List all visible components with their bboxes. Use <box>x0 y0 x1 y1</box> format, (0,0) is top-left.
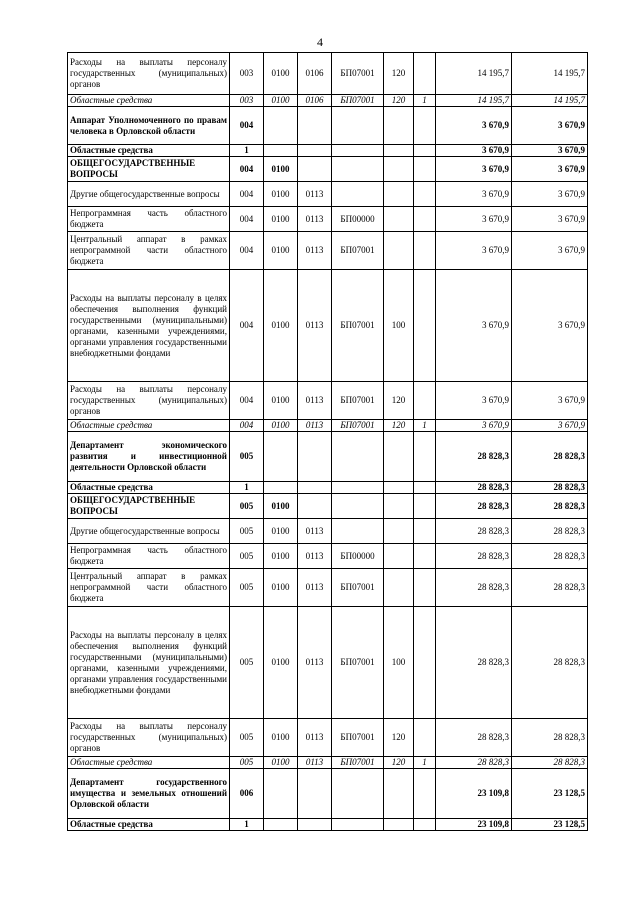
row-vr-cell: 120 <box>384 382 414 420</box>
row-amount-1-cell: 3 670,9 <box>436 270 512 382</box>
row-pr-cell <box>298 819 332 831</box>
row-gr-cell: 003 <box>230 53 264 95</box>
row-amount-2-cell: 28 828,3 <box>512 719 588 757</box>
row-pr-cell: 0113 <box>298 607 332 719</box>
row-amount-2-cell: 3 670,9 <box>512 420 588 432</box>
table-row <box>68 769 588 819</box>
row-pr-cell: 0113 <box>298 232 332 270</box>
row-amount-1-cell: 3 670,9 <box>436 420 512 432</box>
row-name-cell: Центральный аппарат в рамках непрограммной части областного бюджета <box>68 232 230 270</box>
page-number: 4 <box>317 35 323 49</box>
table-row <box>68 519 588 544</box>
row-csr-cell <box>332 145 384 157</box>
row-amount-2-cell: 28 828,3 <box>512 432 588 482</box>
row-vr-cell <box>384 482 414 494</box>
row-amount-2-cell: 28 828,3 <box>512 482 588 494</box>
row-csr-cell: БП07001 <box>332 270 384 382</box>
row-amount-1-cell: 28 828,3 <box>436 494 512 519</box>
row-gr-cell: 005 <box>230 432 264 482</box>
row-rz-cell: 0100 <box>264 494 298 519</box>
row-pr-cell: 0106 <box>298 53 332 95</box>
row-pr-cell: 0113 <box>298 420 332 432</box>
table-row <box>68 432 588 482</box>
row-csr-cell <box>332 157 384 182</box>
row-vr-cell: 100 <box>384 270 414 382</box>
row-rz-cell <box>264 819 298 831</box>
row-pr-cell: 0113 <box>298 569 332 607</box>
row-csr-cell <box>332 482 384 494</box>
row-vr-cell <box>384 107 414 145</box>
budget-table <box>67 52 588 831</box>
row-amount-1-cell: 28 828,3 <box>436 482 512 494</box>
row-source-cell <box>414 157 436 182</box>
row-gr-cell: 004 <box>230 207 264 232</box>
row-gr-cell: 005 <box>230 494 264 519</box>
row-source-cell <box>414 494 436 519</box>
row-gr-cell: 004 <box>230 182 264 207</box>
row-amount-2-cell: 3 670,9 <box>512 270 588 382</box>
table-row <box>68 157 588 182</box>
row-name-cell: ОБЩЕГОСУДАРСТВЕННЫЕ ВОПРОСЫ <box>68 494 230 519</box>
row-pr-cell: 0113 <box>298 182 332 207</box>
row-csr-cell: БП00000 <box>332 544 384 569</box>
row-rz-cell: 0100 <box>264 757 298 769</box>
row-rz-cell: 0100 <box>264 270 298 382</box>
row-amount-2-cell: 14 195,7 <box>512 53 588 95</box>
row-name-cell: Центральный аппарат в рамках непрограммной части областного бюджета <box>68 569 230 607</box>
row-name-cell: Непрограммная часть областного бюджета <box>68 544 230 569</box>
row-gr-cell: 003 <box>230 95 264 107</box>
row-vr-cell <box>384 544 414 569</box>
row-amount-1-cell: 14 195,7 <box>436 53 512 95</box>
table-row <box>68 53 588 95</box>
row-pr-cell <box>298 494 332 519</box>
row-amount-2-cell: 14 195,7 <box>512 95 588 107</box>
row-source-cell <box>414 107 436 145</box>
row-amount-2-cell: 28 828,3 <box>512 607 588 719</box>
row-source-cell <box>414 382 436 420</box>
row-rz-cell: 0100 <box>264 157 298 182</box>
row-csr-cell: БП07001 <box>332 719 384 757</box>
row-source-cell <box>414 53 436 95</box>
row-vr-cell <box>384 494 414 519</box>
row-name-cell: Расходы на выплаты персоналу в целях обеспечения выполнения функций государственными (муниципальными) органами, казенными учреждениями, органами управления государственными внебюджетными фондами <box>68 270 230 382</box>
row-vr-cell <box>384 207 414 232</box>
row-amount-2-cell: 28 828,3 <box>512 519 588 544</box>
row-pr-cell: 0113 <box>298 207 332 232</box>
table-row <box>68 482 588 494</box>
row-rz-cell: 0100 <box>264 719 298 757</box>
row-amount-2-cell: 28 828,3 <box>512 757 588 769</box>
row-source-cell <box>414 207 436 232</box>
row-vr-cell <box>384 819 414 831</box>
row-name-cell: Другие общегосударственные вопросы <box>68 182 230 207</box>
row-gr-cell: 1 <box>230 482 264 494</box>
table-row <box>68 544 588 569</box>
row-rz-cell: 0100 <box>264 544 298 569</box>
table-row <box>68 420 588 432</box>
row-rz-cell: 0100 <box>264 607 298 719</box>
row-amount-1-cell: 28 828,3 <box>436 544 512 569</box>
row-csr-cell <box>332 432 384 482</box>
row-csr-cell: БП07001 <box>332 607 384 719</box>
table-row <box>68 719 588 757</box>
row-vr-cell: 120 <box>384 420 414 432</box>
table-row <box>68 207 588 232</box>
row-vr-cell <box>384 769 414 819</box>
row-rz-cell <box>264 482 298 494</box>
row-rz-cell: 0100 <box>264 569 298 607</box>
row-rz-cell <box>264 107 298 145</box>
table-row <box>68 607 588 719</box>
row-name-cell: Областные средства <box>68 95 230 107</box>
row-source-cell <box>414 819 436 831</box>
row-source-cell <box>414 544 436 569</box>
row-amount-1-cell: 3 670,9 <box>436 107 512 145</box>
row-amount-2-cell: 23 128,5 <box>512 819 588 831</box>
row-pr-cell: 0113 <box>298 544 332 569</box>
row-csr-cell <box>332 107 384 145</box>
table-row <box>68 569 588 607</box>
budget-table-body <box>68 53 588 831</box>
row-csr-cell: БП07001 <box>332 420 384 432</box>
row-amount-1-cell: 28 828,3 <box>436 569 512 607</box>
row-name-cell: Другие общегосударственные вопросы <box>68 519 230 544</box>
row-csr-cell <box>332 769 384 819</box>
row-pr-cell: 0106 <box>298 95 332 107</box>
row-rz-cell: 0100 <box>264 420 298 432</box>
row-rz-cell: 0100 <box>264 182 298 207</box>
row-amount-2-cell: 3 670,9 <box>512 207 588 232</box>
row-gr-cell: 004 <box>230 157 264 182</box>
row-rz-cell <box>264 432 298 482</box>
row-csr-cell: БП07001 <box>332 569 384 607</box>
row-csr-cell <box>332 519 384 544</box>
row-amount-1-cell: 23 109,8 <box>436 819 512 831</box>
row-pr-cell <box>298 157 332 182</box>
row-vr-cell <box>384 145 414 157</box>
row-gr-cell: 004 <box>230 232 264 270</box>
row-amount-2-cell: 28 828,3 <box>512 544 588 569</box>
row-rz-cell: 0100 <box>264 207 298 232</box>
row-csr-cell: БП00000 <box>332 207 384 232</box>
row-amount-1-cell: 28 828,3 <box>436 719 512 757</box>
row-vr-cell: 100 <box>384 607 414 719</box>
row-amount-1-cell: 28 828,3 <box>436 432 512 482</box>
row-amount-1-cell: 28 828,3 <box>436 757 512 769</box>
row-vr-cell <box>384 519 414 544</box>
row-gr-cell: 1 <box>230 145 264 157</box>
row-amount-1-cell: 14 195,7 <box>436 95 512 107</box>
row-name-cell: Областные средства <box>68 145 230 157</box>
row-gr-cell: 005 <box>230 757 264 769</box>
row-name-cell: ОБЩЕГОСУДАРСТВЕННЫЕ ВОПРОСЫ <box>68 157 230 182</box>
row-rz-cell: 0100 <box>264 53 298 95</box>
table-row <box>68 107 588 145</box>
row-name-cell: Департамент экономического развития и инвестиционной деятельности Орловской области <box>68 432 230 482</box>
row-amount-2-cell: 3 670,9 <box>512 157 588 182</box>
row-vr-cell: 120 <box>384 757 414 769</box>
row-pr-cell <box>298 432 332 482</box>
row-name-cell: Аппарат Уполномоченного по правам человека в Орловской области <box>68 107 230 145</box>
row-source-cell <box>414 769 436 819</box>
row-pr-cell: 0113 <box>298 757 332 769</box>
row-gr-cell: 005 <box>230 719 264 757</box>
row-amount-1-cell: 3 670,9 <box>436 207 512 232</box>
row-rz-cell: 0100 <box>264 519 298 544</box>
row-pr-cell: 0113 <box>298 719 332 757</box>
row-csr-cell: БП07001 <box>332 382 384 420</box>
table-row <box>68 232 588 270</box>
row-source-cell <box>414 482 436 494</box>
row-vr-cell <box>384 157 414 182</box>
row-pr-cell <box>298 482 332 494</box>
row-name-cell: Областные средства <box>68 757 230 769</box>
row-amount-2-cell: 3 670,9 <box>512 382 588 420</box>
row-csr-cell <box>332 819 384 831</box>
row-amount-2-cell: 3 670,9 <box>512 182 588 207</box>
row-name-cell: Департамент государственного имущества и земельных отношений Орловской области <box>68 769 230 819</box>
row-gr-cell: 1 <box>230 819 264 831</box>
row-source-cell: 1 <box>414 420 436 432</box>
table-row <box>68 182 588 207</box>
row-vr-cell: 120 <box>384 719 414 757</box>
row-source-cell <box>414 607 436 719</box>
row-amount-1-cell: 28 828,3 <box>436 607 512 719</box>
row-amount-1-cell: 3 670,9 <box>436 145 512 157</box>
row-gr-cell: 005 <box>230 569 264 607</box>
row-name-cell: Расходы на выплаты персоналу государственных (муниципальных) органов <box>68 382 230 420</box>
row-name-cell: Расходы на выплаты персоналу государственных (муниципальных) органов <box>68 719 230 757</box>
row-pr-cell <box>298 107 332 145</box>
row-csr-cell <box>332 182 384 207</box>
row-amount-2-cell: 28 828,3 <box>512 494 588 519</box>
row-name-cell: Областные средства <box>68 819 230 831</box>
row-amount-1-cell: 3 670,9 <box>436 182 512 207</box>
row-rz-cell <box>264 769 298 819</box>
row-rz-cell: 0100 <box>264 232 298 270</box>
row-csr-cell: БП07001 <box>332 757 384 769</box>
row-pr-cell: 0113 <box>298 270 332 382</box>
row-gr-cell: 005 <box>230 607 264 719</box>
row-amount-1-cell: 28 828,3 <box>436 519 512 544</box>
row-amount-1-cell: 23 109,8 <box>436 769 512 819</box>
row-source-cell <box>414 719 436 757</box>
row-pr-cell: 0113 <box>298 519 332 544</box>
row-source-cell <box>414 145 436 157</box>
row-vr-cell: 120 <box>384 95 414 107</box>
row-amount-1-cell: 3 670,9 <box>436 157 512 182</box>
row-name-cell: Расходы на выплаты персоналу в целях обеспечения выполнения функций государственными (муниципальными) органами, казенными учреждениями, органами управления государственными внебюджетными фондами <box>68 607 230 719</box>
table-row <box>68 757 588 769</box>
row-gr-cell: 004 <box>230 382 264 420</box>
row-name-cell: Непрограммная часть областного бюджета <box>68 207 230 232</box>
row-vr-cell <box>384 182 414 207</box>
row-amount-1-cell: 3 670,9 <box>436 232 512 270</box>
row-amount-2-cell: 28 828,3 <box>512 569 588 607</box>
table-row <box>68 270 588 382</box>
row-name-cell: Областные средства <box>68 482 230 494</box>
row-source-cell <box>414 519 436 544</box>
row-source-cell <box>414 232 436 270</box>
row-gr-cell: 004 <box>230 420 264 432</box>
table-row <box>68 819 588 831</box>
row-vr-cell <box>384 569 414 607</box>
row-rz-cell: 0100 <box>264 382 298 420</box>
table-row <box>68 145 588 157</box>
row-gr-cell: 004 <box>230 270 264 382</box>
row-vr-cell: 120 <box>384 53 414 95</box>
row-gr-cell: 006 <box>230 769 264 819</box>
row-gr-cell: 004 <box>230 107 264 145</box>
row-pr-cell <box>298 145 332 157</box>
row-source-cell <box>414 270 436 382</box>
row-amount-2-cell: 23 128,5 <box>512 769 588 819</box>
row-amount-2-cell: 3 670,9 <box>512 232 588 270</box>
row-csr-cell: БП07001 <box>332 232 384 270</box>
row-name-cell: Областные средства <box>68 420 230 432</box>
row-source-cell <box>414 569 436 607</box>
row-csr-cell: БП07001 <box>332 53 384 95</box>
row-vr-cell <box>384 432 414 482</box>
row-csr-cell: БП07001 <box>332 95 384 107</box>
row-amount-1-cell: 3 670,9 <box>436 382 512 420</box>
row-gr-cell: 005 <box>230 544 264 569</box>
table-row <box>68 382 588 420</box>
table-row <box>68 494 588 519</box>
row-rz-cell <box>264 145 298 157</box>
row-name-cell: Расходы на выплаты персоналу государственных (муниципальных) органов <box>68 53 230 95</box>
row-gr-cell: 005 <box>230 519 264 544</box>
row-pr-cell: 0113 <box>298 382 332 420</box>
row-pr-cell <box>298 769 332 819</box>
row-amount-2-cell: 3 670,9 <box>512 145 588 157</box>
row-source-cell <box>414 182 436 207</box>
row-amount-2-cell: 3 670,9 <box>512 107 588 145</box>
row-rz-cell: 0100 <box>264 95 298 107</box>
row-vr-cell <box>384 232 414 270</box>
row-source-cell: 1 <box>414 95 436 107</box>
row-source-cell: 1 <box>414 757 436 769</box>
row-source-cell <box>414 432 436 482</box>
table-row <box>68 95 588 107</box>
row-csr-cell <box>332 494 384 519</box>
